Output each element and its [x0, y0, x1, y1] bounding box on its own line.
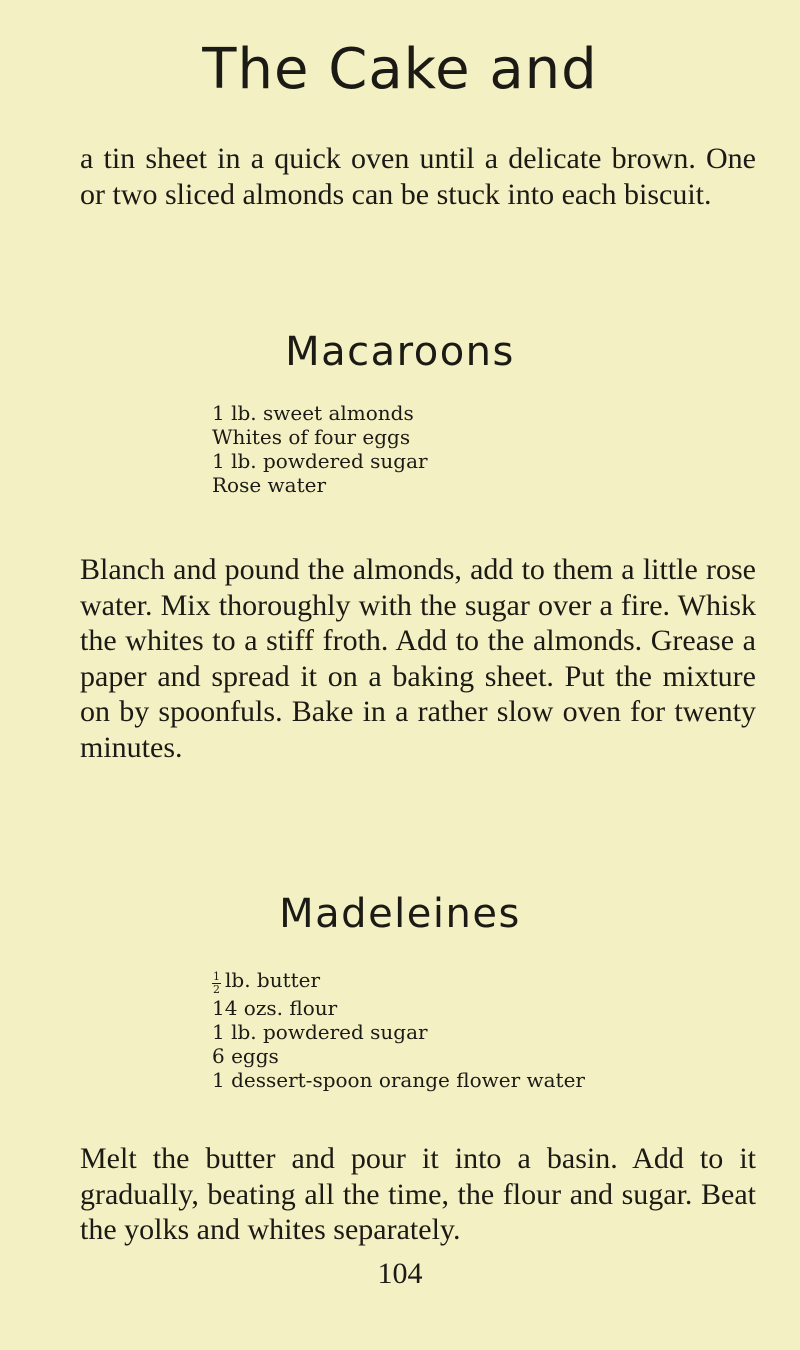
macaroons-heading: Macaroons [285, 329, 515, 375]
madeleines-method: Melt the butter and pour it into a basin. Add to it gradually, beating all the time, the flour and sugar. Beat the yolks and whites separately. [80, 1142, 756, 1246]
macaroons-ingredient-list [212, 401, 732, 497]
ingredient-item: 1 lb. powdered sugar [212, 449, 428, 473]
fraction-denominator: 2 [213, 983, 220, 996]
ingredient-item: Whites of four eggs [212, 425, 411, 449]
intro-paragraph: a tin sheet in a quick oven until a delicate brown. One or two sliced almonds can be stuck into each biscuit. [80, 142, 756, 211]
half-fraction [212, 971, 221, 996]
ingredient-text: lb. butter [225, 968, 321, 992]
madeleines-heading: Madeleines [279, 891, 521, 937]
ingredient-item: Rose water [212, 473, 327, 497]
running-head: The Cake and [202, 37, 598, 102]
page-number: 104 [377, 1257, 423, 1290]
macaroons-method: Blanch and pound the almonds, add to them a little rose water. Mix thoroughly with the sugar over a fire. Whisk the whites to a stiff froth. Add to the almonds. Grease a paper and spread it on a baking sheet. Put the mixture on by spoonfuls. Bake in a rather slow oven for twenty minutes. [80, 553, 756, 764]
ingredient-item: 6 eggs [212, 1044, 279, 1068]
ingredient-item: 1 lb. powdered sugar [212, 1020, 428, 1044]
ingredient-item [212, 968, 732, 996]
ingredient-item: 14 ozs. flour [212, 996, 338, 1020]
ingredient-item: 1 lb. sweet almonds [212, 401, 414, 425]
madeleines-ingredient-list [212, 968, 732, 1092]
ingredient-item: 1 dessert-spoon orange flower water [212, 1068, 585, 1092]
fraction-numerator: 1 [213, 970, 220, 983]
